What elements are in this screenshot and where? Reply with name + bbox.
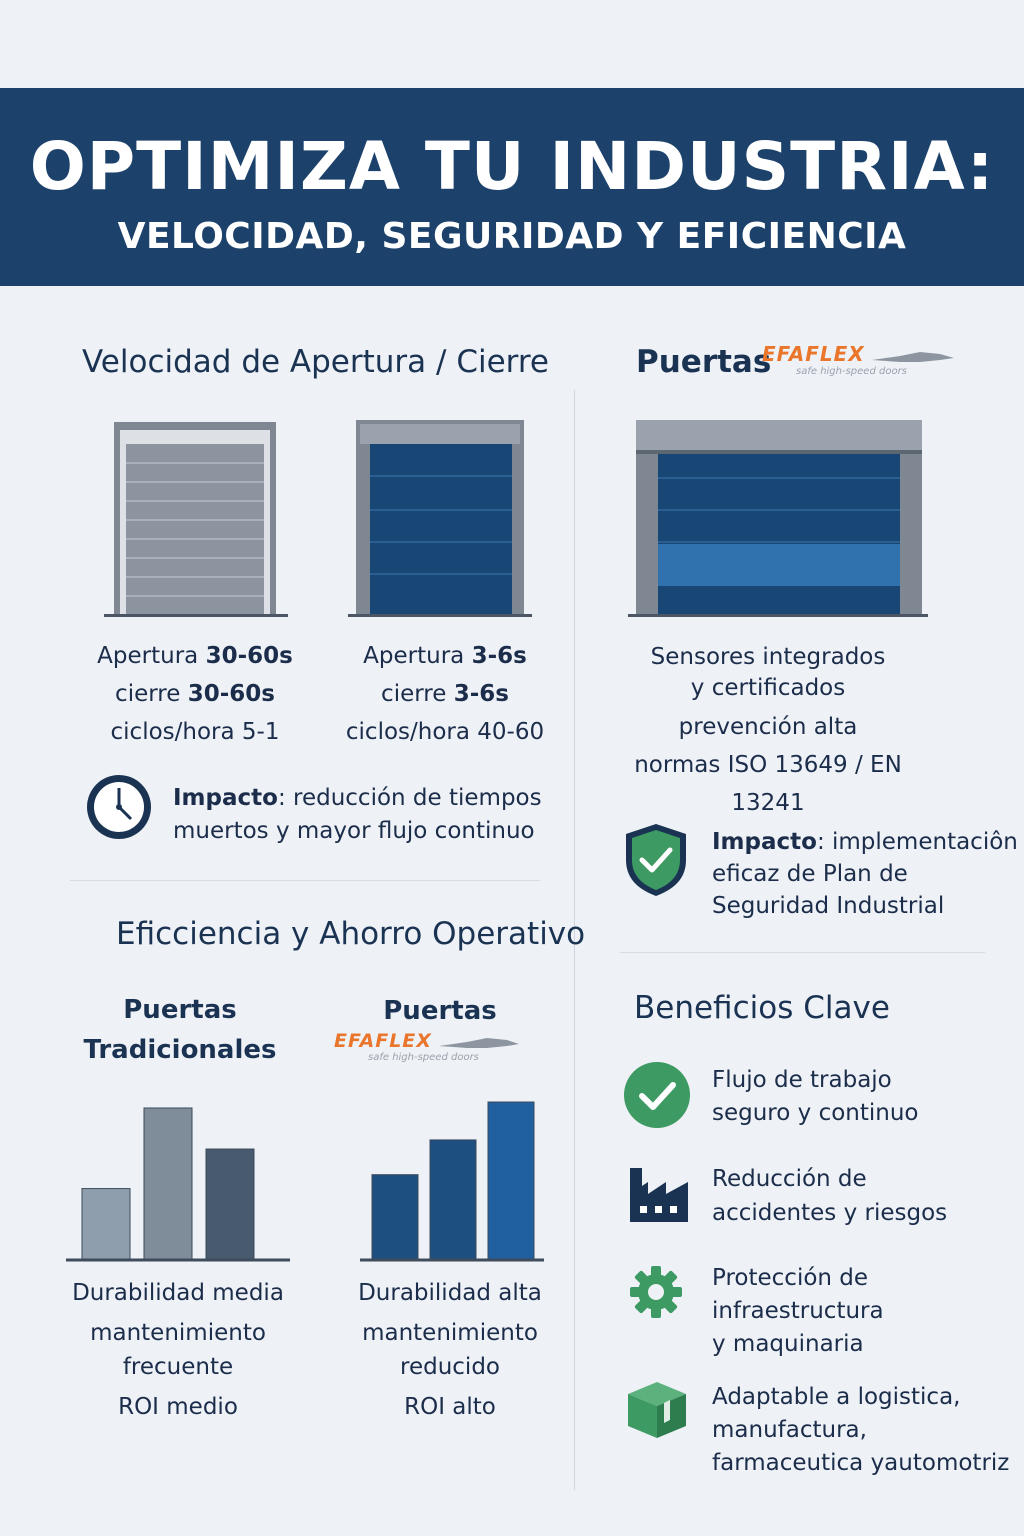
cycles-value: ciclos/hora 5-1	[110, 719, 280, 745]
efaflex-door-illustration	[346, 418, 536, 620]
maintenance-line-2: frecuente	[122, 1354, 234, 1380]
closing-label: cierre	[115, 681, 181, 707]
benefits-section-title: Beneficios Clave	[634, 990, 890, 1026]
roi-value: alto	[452, 1394, 496, 1420]
cheetah-icon	[870, 348, 956, 366]
cheetah-icon	[437, 1034, 521, 1052]
benefit-item-workflow	[712, 1064, 1012, 1130]
efaflex-efficiency-specs	[332, 1276, 568, 1424]
check-circle-icon	[622, 1060, 692, 1130]
impact-text: : reducción de tiempos	[277, 785, 542, 811]
security-specs	[598, 642, 938, 704]
closing-value: 3-6s	[453, 681, 509, 707]
efaflex-specs	[330, 637, 560, 751]
maintenance-line: mantenimiento	[362, 1320, 538, 1346]
durability-line: Durabilidad media	[72, 1280, 284, 1306]
benefit-line2: seguro y continuo	[712, 1100, 919, 1126]
traditional-doors-title	[70, 990, 290, 1070]
benefit-line2: accidentes y riesgos	[712, 1200, 948, 1226]
impact-label: Impacto	[712, 829, 817, 855]
benefit-line1: Protección de	[712, 1265, 869, 1291]
efaflex-chart-svg	[360, 1094, 544, 1264]
durability-line: Durabilidad alta	[358, 1280, 542, 1306]
brand-tagline: safe high-speed doors	[368, 1052, 479, 1063]
impact-text: : implementaciôn	[816, 829, 1018, 855]
sensors-line: Sensores integrados	[650, 644, 886, 670]
benefit-item-accidents	[712, 1162, 1012, 1230]
benefit-item-protection	[712, 1262, 1012, 1361]
chart-bar	[372, 1175, 418, 1260]
efaflex-logo	[762, 342, 972, 377]
security-impact-text	[712, 826, 1022, 922]
benefit-line1: Adaptable a logistica,	[712, 1384, 961, 1410]
chart-bar	[82, 1189, 130, 1260]
chart-bar	[488, 1102, 534, 1260]
traditional-chart-svg	[66, 1098, 290, 1264]
impact-text-2: muertos y mayor flujo continuo	[173, 818, 535, 844]
traditional-title-line2: Tradicionales	[83, 1035, 277, 1065]
page-title: OPTIMIZA TU INDUSTRIA:	[29, 128, 995, 205]
certified-line: y certificados	[690, 675, 846, 701]
brand-tagline: safe high-speed doors	[796, 366, 907, 377]
chart-bar	[144, 1108, 192, 1260]
traditional-bar-chart	[66, 1098, 290, 1264]
maintenance-line: mantenimiento	[90, 1320, 266, 1346]
shield-check-icon	[622, 822, 690, 898]
efaflex-secure-door-illustration	[628, 418, 928, 620]
impact-text-3: Seguridad Industrial	[712, 893, 945, 919]
security-section-title: Puertas	[636, 344, 772, 380]
chart-bar	[430, 1140, 476, 1260]
roi-label: ROI	[404, 1394, 445, 1420]
traditional-efficiency-specs	[60, 1276, 296, 1424]
gear-icon	[628, 1264, 684, 1320]
roi-value: medio	[166, 1394, 238, 1420]
section-divider-left	[70, 880, 540, 881]
benefit-line3: farmaceutica yautomotriz	[712, 1450, 1010, 1476]
benefit-line1: Reducción de	[712, 1166, 867, 1192]
efaflex-logo-small	[334, 1030, 554, 1063]
maintenance-line-2: reducido	[400, 1354, 500, 1380]
speed-impact-text	[173, 782, 553, 848]
benefit-line2: manufactura,	[712, 1417, 867, 1443]
impact-text-2: eficaz de Plan de	[712, 861, 908, 887]
benefit-item-adaptable	[712, 1381, 1024, 1480]
section-divider-right	[620, 952, 985, 953]
opening-label: Apertura	[97, 643, 199, 669]
closing-value: 30-60s	[187, 681, 275, 707]
box-icon	[626, 1380, 688, 1440]
efficiency-section-title: Eficciencia y Ahorro Operativo	[116, 916, 586, 952]
opening-label: Apertura	[363, 643, 465, 669]
security-prevention	[598, 708, 938, 822]
page-subtitle: VELOCIDAD, SEGURIDAD Y EFICIENCIA	[117, 216, 907, 257]
benefit-line3: y maquinaria	[712, 1331, 864, 1357]
opening-value: 3-6s	[471, 643, 527, 669]
benefit-line2: infraestructura	[712, 1298, 884, 1324]
traditional-title-line1: Puertas	[123, 995, 237, 1025]
chart-bar	[206, 1149, 254, 1260]
benefit-line1: Flujo de trabajo	[712, 1067, 892, 1093]
brand-name: EFAFLEX	[762, 342, 865, 366]
traditional-door-illustration	[104, 418, 294, 620]
opening-value: 30-60s	[205, 643, 293, 669]
clock-icon	[84, 772, 154, 842]
cycles-value: ciclos/hora 40-60	[345, 719, 545, 745]
brand-name: EFAFLEX	[334, 1030, 432, 1052]
speed-section-title: Velocidad de Apertura / Cierre	[82, 344, 549, 380]
prevention-line: prevención alta	[678, 714, 858, 740]
standards-line: normas ISO 13649 / EN 13241	[634, 752, 902, 816]
factory-icon	[628, 1164, 690, 1224]
efaflex-bar-chart	[360, 1094, 544, 1264]
closing-label: cierre	[381, 681, 447, 707]
efaflex-doors-title: Puertas	[383, 996, 497, 1026]
roi-label: ROI	[118, 1394, 159, 1420]
traditional-specs	[80, 637, 310, 751]
impact-label: Impacto	[173, 785, 278, 811]
